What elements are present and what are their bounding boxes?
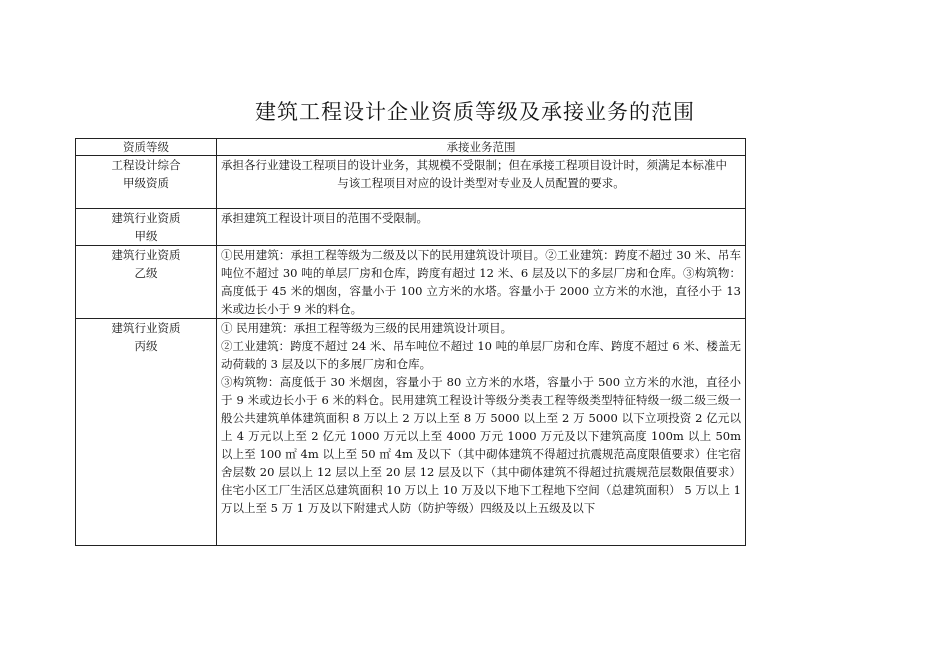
grade-line: 丙级: [134, 339, 158, 353]
grade-cell: [76, 319, 217, 546]
table-row: [76, 209, 746, 246]
grade-line: 建筑行业资质: [111, 321, 181, 335]
scope-text: ① 民用建筑：承担工程等级为三级的民用建筑设计项目。: [221, 321, 513, 335]
grade-cell: [76, 209, 217, 246]
scope-cell: [217, 246, 746, 319]
scope-text: ①民用建筑：承担工程等级为二级及以下的民用建筑设计项目。②工业建筑：跨度不超过 30 米、吊车吨位不超过 30 吨的单层厂房和仓库，跨度有超过 12 米、6 层及以下的多层厂房和仓库。③构筑物：高度低于 45 米的烟囱，容量小于 100 立方米的水塔。容量小于 2000 立方米的水池，直径小于 13 米或边长小于 9 米的料仓。: [221, 248, 741, 316]
scope-cell: [217, 156, 746, 209]
grade-cell: [76, 156, 217, 209]
scope-text: 承担各行业建设工程项目的设计业务，其规模不受限制；但在承接工程项目设计时，须满足本标准中: [221, 158, 727, 172]
grade-line: 乙级: [134, 266, 158, 280]
document-title: 建筑工程设计企业资质等级及承接业务的范围: [255, 100, 695, 124]
qualification-table: [75, 138, 746, 546]
scope-text: ②工业建筑：跨度不超过 24 米、吊车吨位不超过 10 吨的单层厂房和仓库、跨度不超过 6 米、楼盖无动荷载的 3 层及以下的多展厂房和仓库。: [221, 339, 741, 371]
table-row: [76, 156, 746, 209]
grade-line: 建筑行业资质: [111, 248, 181, 262]
scope-text: ③构筑物：高度低于 30 米烟囱，容量小于 80 立方米的水塔，容量小于 500 立方米的水池，直径小于 9 米或边长小于 6 米的料仓。民用建筑工程设计等级分类表工程等级类型特征特级一级二级三级一般公共建筑单体建筑面积 8 万以上 2 万以上至 8 万 5000 以上至 2 万 5000 以下立项投资 2 亿元以上 4 万元以上至 2 亿元 1000 万元以上至 4000 万元 1000 万元及以下建筑高度 100m 以上 50m 以上至 100 ㎡ 4m 以上至 50 ㎡ 4m 及以下（其中砌体建筑不得超过抗震规范高度限值要求）住宅宿舍层数 20 层以上 12 层以上至 20 层 12 层及以下（其中砌体建筑不得超过抗震规范层数限值要求）住宅小区工厂生活区总建筑面积 10 万以上 10 万及以下地下工程地下空间（总建筑面积） 5 万以上 1 万以上至 5 万 1 万及以下附建式人防（防护等级）四级及以上五级及以下: [221, 375, 741, 515]
scope-text: 承担建筑工程设计项目的范围不受限制。: [221, 211, 428, 225]
header-grade: 资质等级: [76, 139, 217, 156]
grade-line: 建筑行业资质: [111, 211, 181, 225]
scope-text: 与该工程项目对应的设计类型对专业及人员配置的要求。: [337, 176, 625, 190]
table-row: [76, 246, 746, 319]
scope-cell: [217, 209, 746, 246]
grade-line: 甲级资质: [123, 176, 169, 190]
scope-cell: [217, 319, 746, 546]
table-row: [76, 319, 746, 546]
grade-line: 甲级: [134, 229, 158, 243]
grade-cell: [76, 246, 217, 319]
grade-line: 工程设计综合: [111, 158, 181, 172]
header-scope: 承接业务范围: [217, 139, 746, 156]
table-header-row: [76, 139, 746, 156]
